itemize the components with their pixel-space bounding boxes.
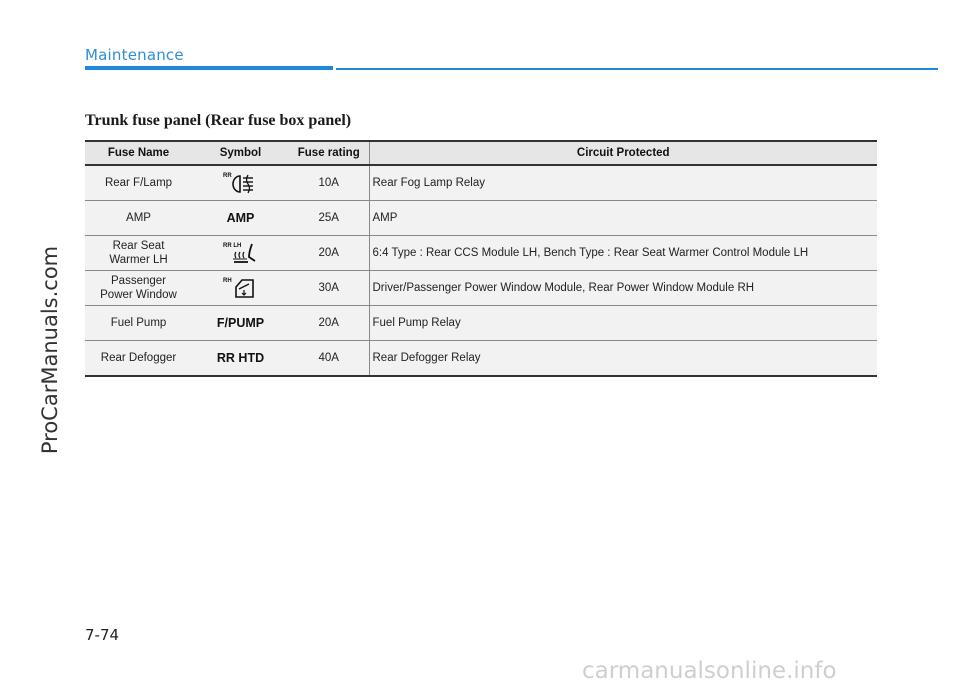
fuse-name: Rear Defogger bbox=[100, 352, 177, 364]
symbol-text: AMP bbox=[226, 210, 255, 225]
footer-watermark: carmanualsonline.info bbox=[582, 658, 837, 684]
table-row bbox=[85, 271, 877, 306]
power-window-icon bbox=[222, 275, 260, 301]
seat-warmer-icon bbox=[222, 240, 260, 266]
fuse-rating-cell: 20A bbox=[289, 306, 369, 341]
column-header-circuit-protected: Circuit Protected bbox=[369, 141, 877, 165]
column-header-fuse-rating: Fuse rating bbox=[289, 141, 369, 165]
table-header-row bbox=[85, 141, 877, 165]
header-rule-thick bbox=[85, 66, 333, 70]
circuit-protected-cell: Rear Fog Lamp Relay bbox=[369, 165, 877, 201]
symbol-text: RR HTD bbox=[216, 350, 265, 365]
circuit-protected-cell: Rear Defogger Relay bbox=[369, 341, 877, 377]
rear-fog-lamp-icon bbox=[222, 170, 260, 196]
fuse-rating-cell: 20A bbox=[289, 236, 369, 271]
symbol-label: RH bbox=[222, 278, 232, 284]
fuse-name-cell bbox=[85, 271, 192, 306]
symbol-cell bbox=[192, 306, 289, 341]
symbol-cell bbox=[192, 341, 289, 377]
table-row bbox=[85, 165, 877, 201]
section-title: Maintenance bbox=[85, 46, 184, 64]
table-row bbox=[85, 236, 877, 271]
fuse-name-line: Power Window bbox=[100, 289, 177, 301]
fuse-name-cell bbox=[85, 306, 192, 341]
column-header-symbol: Symbol bbox=[192, 141, 289, 165]
fuse-rating-cell: 40A bbox=[289, 341, 369, 377]
fuse-rating-cell: 30A bbox=[289, 271, 369, 306]
table-row bbox=[85, 201, 877, 236]
header-rule-thin bbox=[336, 68, 938, 70]
fuse-name: Rear F/Lamp bbox=[104, 177, 173, 189]
fuse-rating-cell: 25A bbox=[289, 201, 369, 236]
symbol-cell bbox=[192, 165, 289, 201]
fuse-name-cell bbox=[85, 341, 192, 377]
table-row bbox=[85, 341, 877, 377]
page-heading: Trunk fuse panel (Rear fuse box panel) bbox=[85, 112, 352, 129]
fuse-name-line: Rear Seat bbox=[112, 240, 165, 252]
fuse-name-line: Warmer LH bbox=[109, 254, 168, 266]
fuse-name-cell bbox=[85, 201, 192, 236]
fuse-name-cell bbox=[85, 236, 192, 271]
fuse-name-line: Passenger bbox=[111, 275, 166, 287]
circuit-protected-cell: Fuel Pump Relay bbox=[369, 306, 877, 341]
symbol-cell bbox=[192, 271, 289, 306]
circuit-protected-cell: 6:4 Type : Rear CCS Module LH, Bench Type : Rear Seat Warmer Control Module LH bbox=[369, 236, 877, 271]
symbol-cell bbox=[192, 201, 289, 236]
fuse-table bbox=[85, 140, 877, 377]
fuse-name: AMP bbox=[126, 212, 151, 224]
column-header-fuse-name: Fuse Name bbox=[85, 141, 192, 165]
symbol-label: RR bbox=[222, 173, 232, 179]
symbol-cell bbox=[192, 236, 289, 271]
page-number: 7-74 bbox=[85, 626, 120, 644]
circuit-protected-cell: AMP bbox=[369, 201, 877, 236]
symbol-label: RR LH bbox=[222, 243, 241, 249]
table-row bbox=[85, 306, 877, 341]
symbol-text: F/PUMP bbox=[216, 315, 265, 330]
fuse-name-cell bbox=[85, 165, 192, 201]
fuse-rating-cell: 10A bbox=[289, 165, 369, 201]
fuse-name: Fuel Pump bbox=[110, 317, 167, 329]
side-watermark: ProCarManuals.com bbox=[38, 245, 62, 455]
circuit-protected-cell: Driver/Passenger Power Window Module, Rear Power Window Module RH bbox=[369, 271, 877, 306]
